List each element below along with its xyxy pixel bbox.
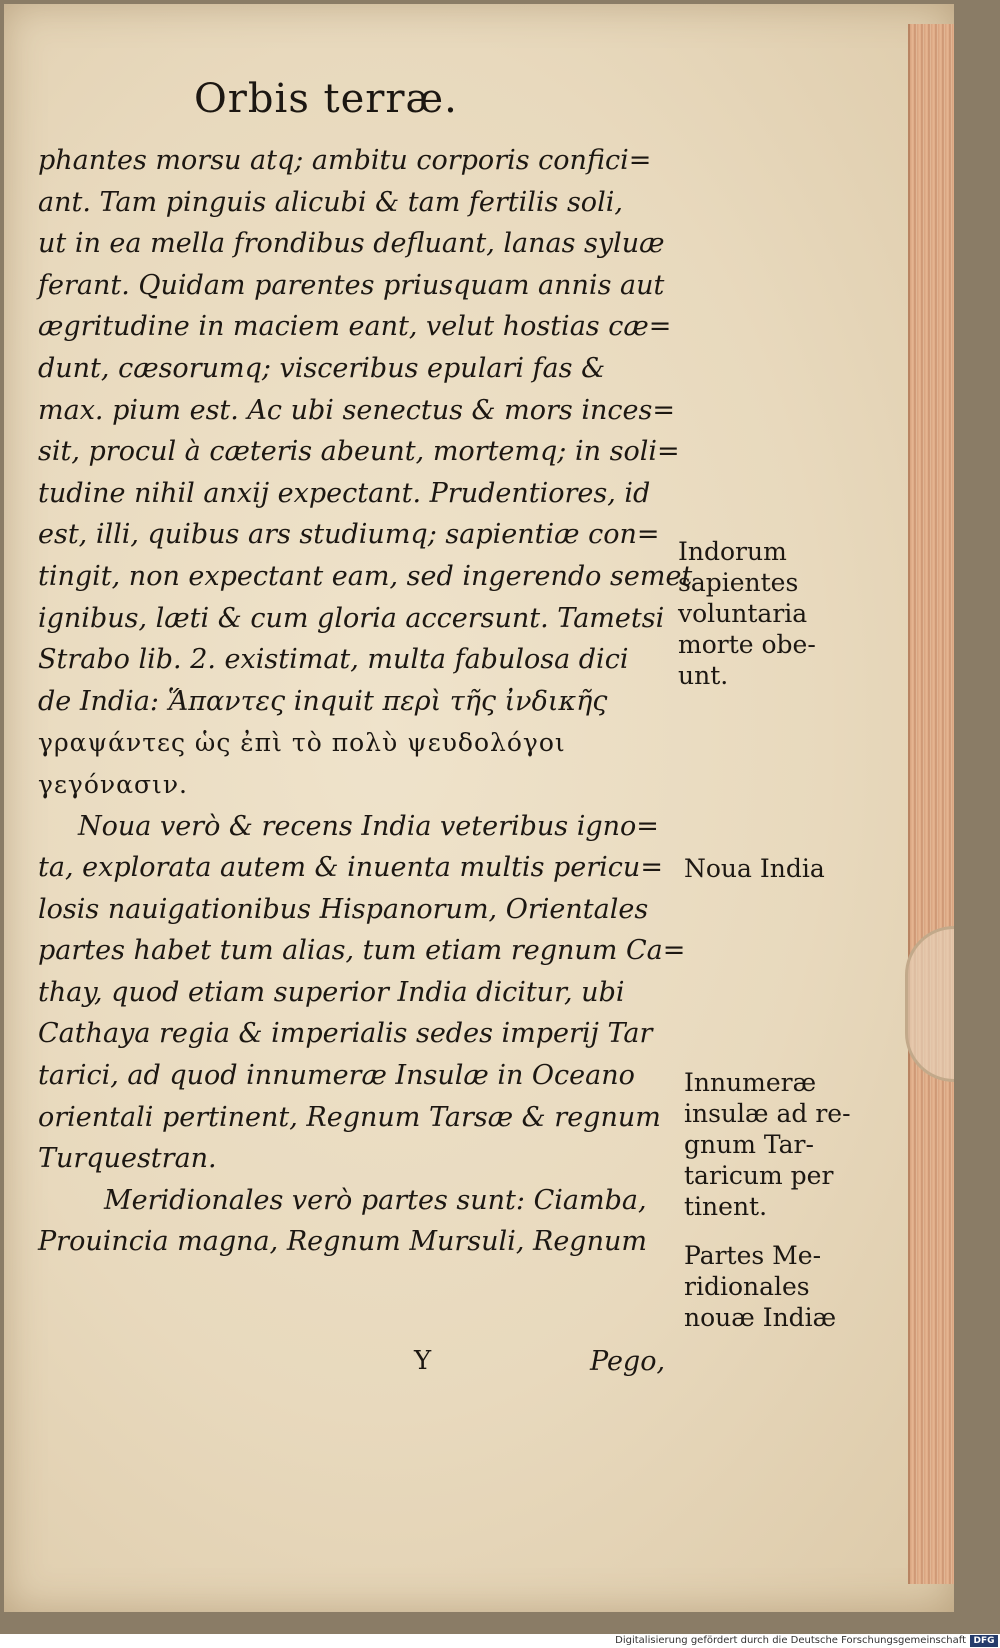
- text-line: ferant. Quidam parentes priusquam annis aut: [38, 269, 665, 301]
- digitization-footer: [0, 1634, 1000, 1648]
- margin-note-line: Indorum: [678, 537, 787, 566]
- page-edges: [908, 24, 954, 1584]
- paragraph-start: Noua verò & recens India veteribus igno=: [78, 810, 659, 842]
- margin-note-line: voluntaria: [678, 599, 808, 628]
- main-text: [38, 140, 693, 1263]
- paragraph-start: Meridionales verò partes sunt: Ciamba,: [104, 1184, 647, 1216]
- margin-note-partes-meridionales: [684, 1240, 836, 1333]
- text-line: ignibus, læti & cum gloria accersunt. Tametsi: [38, 602, 665, 634]
- page-clasp-mark: [905, 926, 954, 1082]
- text-line: Turquestran.: [38, 1143, 217, 1175]
- margin-note-innumerae-insulae: [684, 1067, 851, 1222]
- catchword: Pego,: [590, 1346, 666, 1377]
- running-head: Orbis terræ.: [194, 76, 458, 122]
- margin-note-line: insulæ ad re-: [684, 1099, 851, 1128]
- text-line: Prouincia magna, Regnum Mursuli, Regnum: [38, 1226, 647, 1258]
- text-line: max. pium est. Ac ubi senectus & mors inces=: [38, 394, 675, 426]
- margin-note-line: tinent.: [684, 1192, 768, 1221]
- margin-note-line: nouæ Indiæ: [684, 1303, 837, 1332]
- margin-note-noua-india: [684, 853, 825, 884]
- text-line: losis nauigationibus Hispanorum, Orientales: [38, 893, 649, 925]
- text-line: orientali pertinent, Regnum Tarsæ & regnum: [38, 1101, 661, 1133]
- text-line: est, illi, quibus ars studiumq; sapientiæ con=: [38, 519, 660, 551]
- text-line: tarici, ad quod innumeræ Insulæ in Oceano: [38, 1060, 635, 1092]
- footer-credit: Digitalisierung gefördert durch die Deutsche Forschungsgemeinschaft: [615, 1635, 966, 1646]
- margin-note-indorum-sapientes: [678, 536, 816, 691]
- text-line: ta, explorata autem & inuenta multis pericu=: [38, 852, 663, 884]
- signature-mark: Y: [414, 1346, 432, 1376]
- text-line: phantes morsu atq; ambitu corporis confici=: [38, 145, 652, 176]
- text-line: sit, procul à cæteris abeunt, mortemq; in soli=: [38, 436, 680, 468]
- margin-note-line: ridionales: [684, 1272, 810, 1301]
- greek-line: γραψάντες ὡς ἐπὶ τὸ πολὺ ψευδολόγοι: [38, 728, 566, 758]
- margin-note-line: morte obe-: [678, 630, 816, 659]
- margin-note-line: unt.: [678, 661, 729, 690]
- margin-note-line: gnum Tar-: [684, 1130, 814, 1159]
- text-line: Strabo lib. 2. existimat, multa fabulosa dici: [38, 644, 629, 676]
- greek-line: γεγόνασιν.: [38, 769, 188, 799]
- text-line: dunt, cæsorumq; visceribus epulari fas &: [38, 352, 606, 384]
- text-line: ant. Tam pinguis alicubi & tam fertilis soli,: [38, 186, 623, 218]
- text-line: ægritudine in maciem eant, velut hostias cæ=: [38, 311, 672, 343]
- text-line: ut in ea mella frondibus defluant, lanas syluæ: [38, 228, 665, 260]
- text-line: thay, quod etiam superior India dicitur, ubi: [38, 976, 625, 1008]
- text-line: tingit, non expectant eam, sed ingerendo semet: [38, 560, 693, 592]
- margin-note-line: sapientes: [678, 568, 799, 597]
- margin-note-line: Partes Me-: [684, 1241, 822, 1270]
- margin-note-line: Innumeræ: [684, 1068, 817, 1097]
- text-line: tudine nihil anxij expectant. Prudentiores, id: [38, 477, 651, 509]
- text-line: partes habet tum alias, tum etiam regnum Ca=: [38, 935, 686, 967]
- dfg-logo: DFG: [970, 1635, 998, 1647]
- text-line: Cathaya regia & imperialis sedes imperij Tar: [38, 1018, 653, 1050]
- margin-note-line: Noua India: [684, 854, 825, 883]
- book-page: [4, 4, 954, 1612]
- margin-note-line: taricum per: [684, 1161, 834, 1190]
- text-line-greek: de India: Ἅπαντες inquit περὶ τῆς ἰνδικῆς: [38, 685, 608, 717]
